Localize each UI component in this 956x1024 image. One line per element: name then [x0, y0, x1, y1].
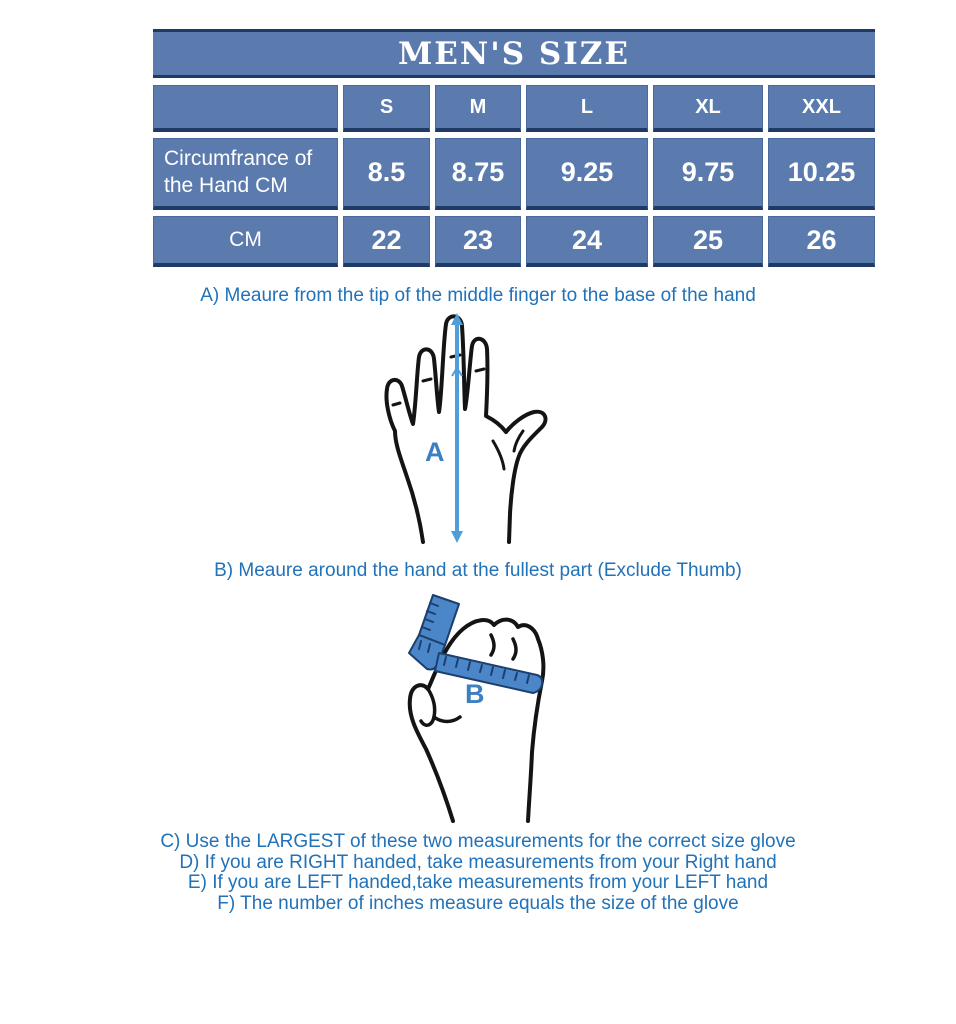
corner-cell — [153, 85, 338, 132]
open-hand-icon — [386, 316, 545, 542]
size-col-xl: XL — [653, 85, 763, 132]
hand-a-diagram — [373, 309, 563, 547]
instruction-c: C) Use the LARGEST of these two measurements for the correct size glove — [160, 831, 796, 852]
cm-l: 24 — [526, 216, 648, 267]
diagram-label-b: B — [465, 679, 485, 709]
hand-b-diagram — [391, 589, 576, 823]
bottom-instructions — [0, 832, 956, 914]
row-label-circumference — [153, 138, 338, 210]
circumference-s: 8.5 — [343, 138, 430, 210]
cm-xxl: 26 — [768, 216, 875, 267]
mens-size-table — [153, 29, 875, 267]
cm-s: 22 — [343, 216, 430, 267]
instruction-d: D) If you are RIGHT handed, take measurements from your Right hand — [179, 851, 777, 873]
circumference-m: 8.75 — [435, 138, 521, 210]
size-col-s: S — [343, 85, 430, 132]
instruction-e: E) If you are LEFT handed,take measurements from your LEFT hand — [187, 872, 769, 893]
cm-xl: 25 — [653, 216, 763, 267]
instruction-b: B) Meaure around the hand at the fullest part (Exclude Thumb) — [214, 560, 742, 581]
diagram-label-a: A — [425, 437, 445, 467]
circumference-xxl: 10.25 — [768, 138, 875, 210]
instruction-a: A) Meaure from the tip of the middle finger to the base of the hand — [200, 285, 756, 306]
cm-m: 23 — [435, 216, 521, 267]
table-title: MEN'S SIZE — [153, 29, 875, 78]
circumference-l: 9.25 — [526, 138, 648, 210]
size-col-xxl: XXL — [768, 85, 875, 132]
size-col-l: L — [526, 85, 648, 132]
size-grid — [153, 85, 875, 267]
circumference-xl: 9.75 — [653, 138, 763, 210]
instruction-f: F) The number of inches measure equals the size of the glove — [217, 892, 739, 914]
row-label-cm: CM — [153, 216, 338, 267]
size-col-m: M — [435, 85, 521, 132]
row-label-text: Circumfrance of the Hand CM — [164, 147, 313, 197]
